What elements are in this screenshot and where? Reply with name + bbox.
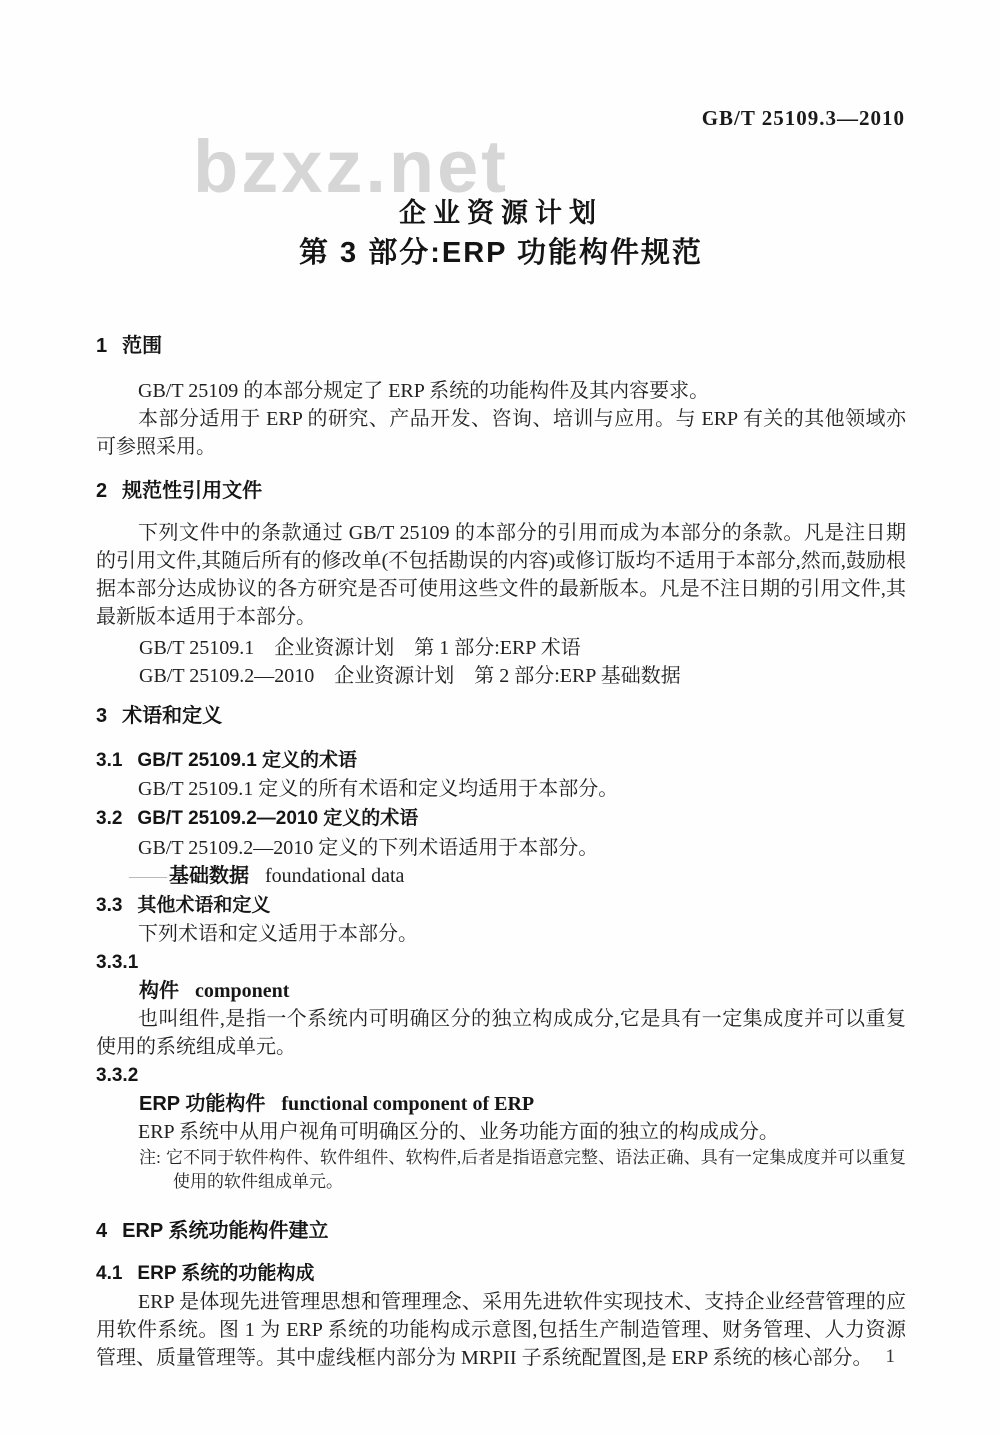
section-3-3-2-paragraph-1: ERP 系统中从用户视角可明确区分的、业务功能方面的独立的构成成分。 <box>138 1121 779 1143</box>
section-4-number: 4 <box>96 1220 108 1242</box>
section-2-title: 规范性引用文件 <box>122 480 263 502</box>
section-3-2-number: 3.2 <box>96 808 123 829</box>
section-2-paragraph-1: 下列文件中的条款通过 GB/T 25109 的本部分的引用而成为本部分的条款。凡是注日期的引用文件,其随后所有的修改单(不包括勘误的内容)或修订版均不适用于本部分,然而,鼓励根据本部分达成协议的各方研究是否可使用这些文件的最新版本。凡是不注日期的引用文件,其最新版本适用于本部分。 <box>96 522 906 628</box>
section-3-3-2-heading: 3.3.2 <box>96 1065 139 1086</box>
section-3-2-title: GB/T 25109.2—2010 定义的术语 <box>137 808 419 829</box>
section-4-title: ERP 系统功能构件建立 <box>122 1220 329 1242</box>
section-4-heading <box>96 1217 906 1245</box>
section-4-1-heading <box>96 1260 906 1288</box>
document-subtitle: 第 3 部分:ERP 功能构件规范 <box>298 237 704 269</box>
watermark-text: bzxz.net <box>193 125 509 208</box>
note-label: 注: <box>139 1148 161 1167</box>
section-3-3-title: 其他术语和定义 <box>137 895 271 916</box>
section-1-paragraph-2: 本部分适用于 ERP 的研究、产品开发、咨询、培训与应用。与 ERP 有关的其他领域亦可参照采用。 <box>96 408 906 458</box>
section-4-1-title: ERP 系统的功能构成 <box>137 1263 315 1284</box>
normative-reference-2: GB/T 25109.2—2010 企业资源计划 第 2 部分:ERP 基础数据 <box>139 665 681 687</box>
section-2-heading <box>96 477 906 505</box>
standard-code-header: GB/T 25109.3—2010 <box>701 106 905 130</box>
term-en: component <box>195 980 290 1002</box>
term-en: foundational data <box>265 865 405 887</box>
section-3-3-number: 3.3 <box>96 895 123 916</box>
section-3-heading <box>96 702 906 730</box>
section-1-heading <box>96 332 906 360</box>
document-content <box>96 0 906 1372</box>
section-2-number: 2 <box>96 480 108 502</box>
term-cn: ERP 功能构件 <box>139 1093 266 1115</box>
section-1-number: 1 <box>96 335 108 357</box>
section-3-3-1-paragraph-1: 也叫组件,是指一个系统内可明确区分的独立构成成分,它是具有一定集成度并可以重复使用的系统组成单元。 <box>96 1008 906 1058</box>
section-3-2-paragraph-1: GB/T 25109.2—2010 定义的下列术语适用于本部分。 <box>138 837 599 859</box>
term-cn: 基础数据 <box>169 865 249 887</box>
section-3-1-paragraph-1: GB/T 25109.1 定义的所有术语和定义均适用于本部分。 <box>138 778 619 800</box>
section-3-title: 术语和定义 <box>122 705 223 727</box>
section-3-1-title: GB/T 25109.1 定义的术语 <box>137 750 358 771</box>
note-text: 它不同于软件构件、软件组件、软构件,后者是指语意完整、语法正确、具有一定集成度并可以重复使用的软件组成单元。 <box>165 1148 906 1191</box>
section-4-1-number: 4.1 <box>96 1263 123 1284</box>
section-3-3-paragraph-1: 下列术语和定义适用于本部分。 <box>138 923 418 945</box>
term-dash: —— <box>129 865 165 887</box>
term-entry-erp-functional-component <box>139 1090 906 1118</box>
term-en: functional component of ERP <box>281 1093 535 1115</box>
section-3-2-heading <box>96 805 906 833</box>
section-1-title: 范围 <box>122 335 163 357</box>
term-cn: 构件 <box>139 980 179 1002</box>
section-3-1-number: 3.1 <box>96 750 123 771</box>
section-3-3-heading <box>96 892 906 920</box>
term-entry-component <box>139 977 906 1005</box>
term-entry-foundational-data <box>129 862 906 890</box>
section-3-1-heading <box>96 747 906 775</box>
section-4-1-paragraph-1: ERP 是体现先进管理思想和管理理念、采用先进软件实现技术、支持企业经营管理的应用软件系统。图 1 为 ERP 系统的功能构成示意图,包括生产制造管理、财务管理、人力资源管理、质量管理等。其中虚线框内部分为 MRPII 子系统配置图,是 ERP 系统的核心部分。 <box>96 1291 906 1369</box>
document-title: 企业资源计划 <box>399 198 603 228</box>
section-1-paragraph-1: GB/T 25109 的本部分规定了 ERP 系统的功能构件及其内容要求。 <box>138 380 710 402</box>
section-3-number: 3 <box>96 705 108 727</box>
page-number: 1 <box>885 1346 895 1367</box>
normative-reference-1: GB/T 25109.1 企业资源计划 第 1 部分:ERP 术语 <box>139 637 581 659</box>
section-3-3-2-note <box>139 1146 906 1194</box>
section-3-3-1-heading: 3.3.1 <box>96 952 139 973</box>
